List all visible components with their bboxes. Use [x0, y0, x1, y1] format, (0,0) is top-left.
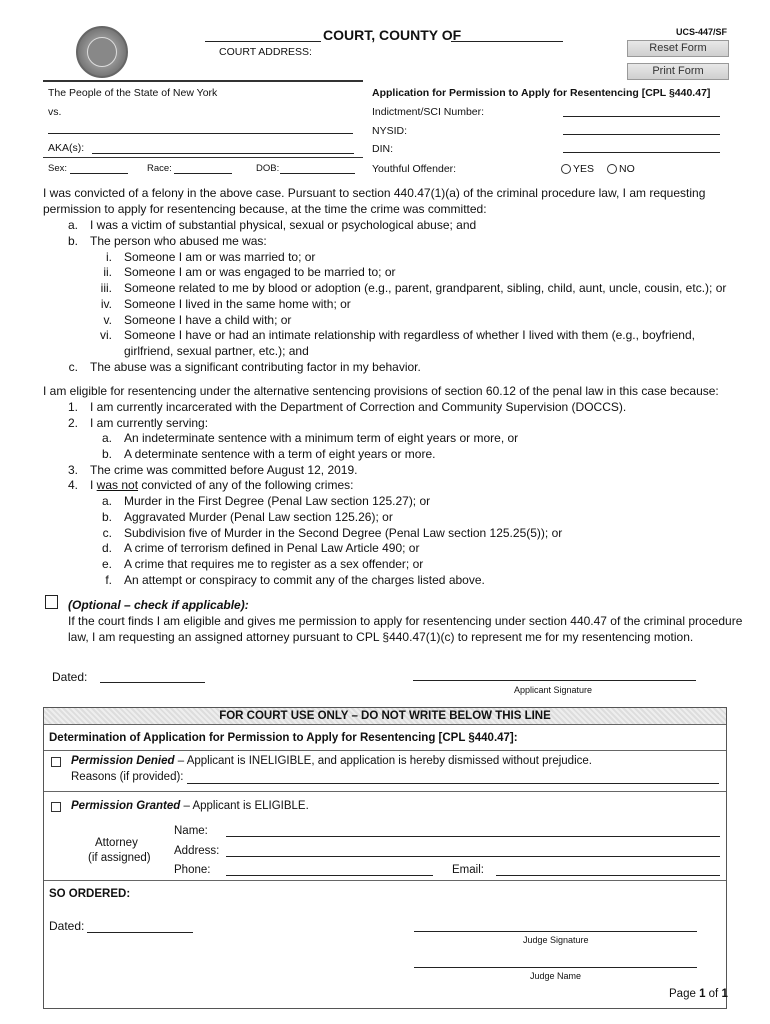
- youthful-label: Youthful Offender:: [372, 163, 457, 175]
- judge-name-label: Judge Name: [530, 971, 582, 981]
- s2-2: I am currently serving:: [90, 416, 209, 430]
- yes-radio[interactable]: [561, 164, 571, 174]
- optional-title: (Optional – check if applicable):: [68, 598, 249, 612]
- indictment-line[interactable]: [563, 116, 720, 117]
- state-seal: [76, 26, 128, 78]
- label-n2a: a.: [101, 431, 112, 445]
- label-n4e: e.: [101, 557, 112, 571]
- s2-4e: A crime that requires me to register as a sex offender; or: [124, 557, 424, 571]
- judge-name-line[interactable]: [414, 967, 697, 968]
- page-mid: of: [705, 988, 722, 1000]
- page-number: [669, 988, 728, 1000]
- granted-checkbox[interactable]: [51, 802, 61, 812]
- s1-iv: Someone I lived in the same home with; or: [124, 297, 351, 311]
- judge-dated-line[interactable]: [87, 932, 193, 933]
- judge-dated-label: Dated:: [49, 919, 85, 933]
- granted-desc: – Applicant is ELIGIBLE.: [180, 800, 309, 812]
- attorney-email-label: Email:: [452, 864, 484, 876]
- denied-checkbox[interactable]: [51, 757, 61, 767]
- dob-line[interactable]: [280, 173, 355, 174]
- label-ii: ii.: [103, 265, 112, 279]
- label-iv: iv.: [100, 297, 112, 311]
- court-use-box: [43, 707, 727, 1009]
- s2-4f: An attempt or conspiracy to commit any of the charges listed above.: [124, 573, 485, 587]
- denied-title: Permission Denied: [71, 755, 175, 767]
- label-n4c: c.: [102, 526, 112, 540]
- s1-iii: Someone related to me by blood or adoption (e.g., parent, grandparent, sibling, child, aunt, uncle, cousin, etc.); or: [124, 281, 727, 295]
- label-b: b.: [67, 234, 78, 248]
- dob-label: DOB:: [256, 163, 280, 174]
- court-name-line[interactable]: [205, 41, 321, 42]
- page-num: 1: [699, 988, 706, 1000]
- sex-label: Sex:: [48, 163, 68, 174]
- s2-4-post: convicted of any of the following crimes:: [138, 478, 354, 492]
- race-line[interactable]: [174, 173, 232, 174]
- section1-intro: I was convicted of a felony in the above case. Pursuant to section 440.47(1)(a) of the criminal procedure law, I am requesting permission to apply for resentencing because, at the time the crime was committed:: [43, 186, 706, 216]
- s1-b: The person who abused me was:: [90, 234, 267, 248]
- attorney-email-line[interactable]: [496, 875, 720, 876]
- optional-text-2: law, I am requesting an assigned attorney pursuant to CPL §440.47(1)(c) to represent me for my resentencing motion.: [68, 630, 694, 644]
- granted-title: Permission Granted: [71, 800, 181, 812]
- attorney-label-2: (if assigned): [88, 852, 151, 864]
- granted-text: [71, 800, 309, 812]
- section2-intro: I am eligible for resentencing under the alternative sentencing provisions of section 60.12 of the penal law in this case because:: [43, 384, 719, 398]
- county-line[interactable]: [451, 41, 563, 42]
- s2-2a: An indeterminate sentence with a minimum term of eight years or more, or: [124, 431, 519, 445]
- court-address-label: COURT ADDRESS:: [219, 46, 312, 58]
- din-line[interactable]: [563, 152, 720, 153]
- dated-label: Dated:: [52, 670, 88, 684]
- sex-line[interactable]: [70, 173, 128, 174]
- judge-signature-label: Judge Signature: [523, 935, 589, 945]
- caption-vs: vs.: [48, 106, 62, 118]
- applicant-signature-label: Applicant Signature: [514, 685, 593, 695]
- s1-ii: Someone I am or was engaged to be married to; or: [124, 265, 396, 279]
- reasons-label: Reasons (if provided):: [71, 771, 184, 783]
- form-code: UCS-447/SF: [676, 27, 728, 37]
- label-n1: 1.: [67, 400, 78, 414]
- s2-4: [90, 478, 353, 492]
- s1-i: Someone I am or was married to; or: [124, 250, 316, 264]
- dated-line[interactable]: [100, 682, 205, 683]
- s2-4-pre: I: [90, 478, 97, 492]
- din-label: DIN:: [372, 143, 393, 155]
- caption-people: The People of the State of New York: [48, 87, 218, 99]
- yes-label: YES: [573, 163, 595, 175]
- label-n2: 2.: [67, 416, 78, 430]
- print-form-button[interactable]: Print Form: [627, 63, 729, 80]
- attorney-address-label: Address:: [174, 845, 220, 857]
- judge-signature-line[interactable]: [414, 931, 697, 932]
- s1-c: The abuse was a significant contributing factor in my behavior.: [90, 360, 421, 374]
- s2-2b: A determinate sentence with a term of eight years or more.: [124, 447, 436, 461]
- race-label: Race:: [147, 163, 172, 174]
- attorney-address-line[interactable]: [226, 856, 720, 857]
- aka-label: AKA(s):: [48, 142, 85, 154]
- attorney-name-label: Name:: [174, 825, 208, 837]
- applicant-signature-line[interactable]: [413, 680, 696, 681]
- label-n4f: f.: [105, 573, 112, 587]
- attorney-name-line[interactable]: [226, 836, 720, 837]
- label-n2b: b.: [101, 447, 112, 461]
- nysid-line[interactable]: [563, 134, 720, 135]
- optional-text-1: If the court finds I am eligible and gives me permission to apply for resentencing under section 440.47 of the criminal procedure: [68, 614, 743, 628]
- attorney-phone-label: Phone:: [174, 864, 211, 876]
- court-sep-2: [44, 791, 726, 792]
- s2-4-underline: was not: [96, 478, 139, 492]
- label-n4d: d.: [101, 541, 112, 555]
- s2-1: I am currently incarcerated with the Department of Correction and Community Supervision (DOCCS).: [90, 400, 627, 414]
- no-radio[interactable]: [607, 164, 617, 174]
- label-iii: iii.: [100, 281, 112, 295]
- reasons-line[interactable]: [187, 783, 719, 784]
- optional-checkbox[interactable]: [45, 595, 58, 609]
- page-total: 1: [721, 988, 728, 1000]
- s1-v: Someone I have a child with; or: [124, 313, 292, 327]
- reset-form-button[interactable]: Reset Form: [627, 40, 729, 57]
- label-c: c.: [68, 360, 78, 374]
- caption-top-rule: [43, 80, 363, 82]
- court-use-header: FOR COURT USE ONLY – DO NOT WRITE BELOW THIS LINE: [44, 708, 726, 725]
- application-title: Application for Permission to Apply for Resentencing [CPL §440.47]: [372, 87, 711, 99]
- no-label: NO: [619, 163, 635, 175]
- label-n4a: a.: [101, 494, 112, 508]
- indictment-label: Indictment/SCI Number:: [372, 106, 485, 118]
- page-pre: Page: [669, 988, 700, 1000]
- attorney-phone-line[interactable]: [226, 875, 433, 876]
- label-i: i.: [106, 250, 112, 264]
- defendant-name-line[interactable]: [48, 133, 353, 134]
- s2-4a: Murder in the First Degree (Penal Law section 125.27); or: [124, 494, 431, 508]
- label-v: v.: [103, 313, 112, 327]
- caption-rule: [43, 157, 363, 158]
- s1-a: I was a victim of substantial physical, sexual or psychological abuse; and: [90, 218, 477, 232]
- court-sep-3: [44, 880, 726, 881]
- s2-4b: Aggravated Murder (Penal Law section 125.26); or: [124, 510, 393, 524]
- s1-vi-1: Someone I have or had an intimate relationship with regardless of whether I lived with them (e.g., boyfriend,: [124, 328, 695, 342]
- s2-3: The crime was committed before August 12, 2019.: [90, 463, 358, 477]
- denied-desc: – Applicant is INELIGIBLE, and application is hereby dismissed without prejudice.: [174, 755, 592, 767]
- court-title: COURT, COUNTY OF: [323, 27, 462, 43]
- s2-4c: Subdivision five of Murder in the Second Degree (Penal Law section 125.25(5)); or: [124, 526, 563, 540]
- label-n4: 4.: [67, 478, 78, 492]
- s2-4d: A crime of terrorism defined in Penal Law Article 490; or: [124, 541, 420, 555]
- attorney-label-1: Attorney: [95, 837, 138, 849]
- denied-text: [71, 755, 592, 767]
- aka-line[interactable]: [92, 153, 354, 154]
- s1-vi-2: girlfriend, sexual partner, etc.); and: [124, 344, 309, 358]
- nysid-label: NYSID:: [372, 125, 408, 137]
- label-vi: vi.: [100, 328, 112, 342]
- so-ordered: SO ORDERED:: [49, 888, 131, 900]
- determination-title: Determination of Application for Permission to Apply for Resentencing [CPL §440.47]:: [49, 732, 518, 744]
- label-a: a.: [67, 218, 78, 232]
- label-n3: 3.: [67, 463, 78, 477]
- label-n4b: b.: [101, 510, 112, 524]
- court-sep-1: [44, 750, 726, 751]
